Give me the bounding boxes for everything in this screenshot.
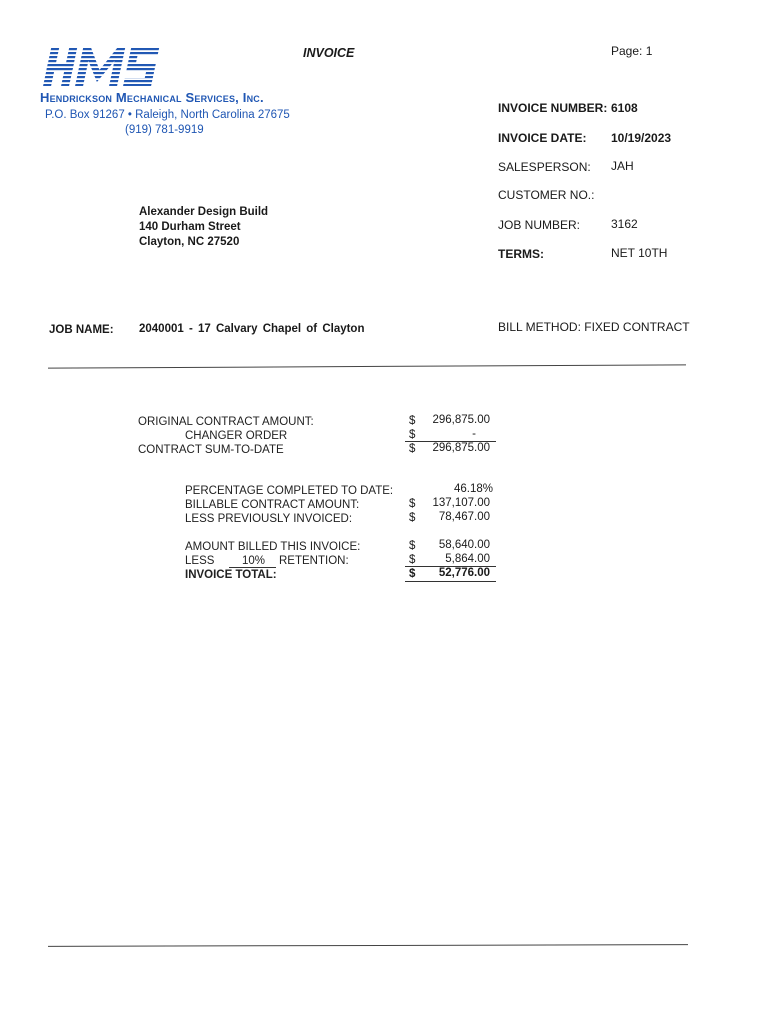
amount-billed-dollar: $	[409, 540, 416, 552]
bill-to-street: 140 Durham Street	[139, 221, 241, 233]
change-order-value: -	[472, 428, 476, 440]
change-order-label: CHANGER ORDER	[185, 430, 288, 442]
billable-contract-dollar: $	[409, 498, 416, 510]
amount-billed-label: AMOUNT BILLED THIS INVOICE:	[185, 541, 361, 553]
invoice-number-value: 6108	[611, 101, 638, 115]
retention-dollar: $	[409, 554, 416, 566]
percentage-completed-label: PERCENTAGE COMPLETED TO DATE:	[185, 485, 394, 497]
company-name: Hendrickson Mechanical Services, Inc.	[40, 90, 264, 105]
customer-no-label: CUSTOMER NO.:	[498, 188, 595, 202]
job-name-label: JOB NAME:	[49, 324, 114, 336]
invoice-total-dollar: $	[409, 568, 416, 580]
header-divider	[48, 364, 686, 368]
contract-sum-value: 296,875.00	[432, 442, 490, 454]
original-contract-value: 296,875.00	[432, 414, 490, 426]
terms-label: TERMS:	[498, 247, 544, 261]
footer-divider	[48, 944, 688, 947]
contract-sum-dollar: $	[409, 443, 416, 455]
amount-billed-value: 58,640.00	[438, 539, 490, 551]
retention-percent-underline	[229, 567, 276, 568]
original-contract-dollar: $	[409, 415, 416, 427]
job-number-label: JOB NUMBER:	[498, 218, 581, 232]
document-title: INVOICE	[303, 46, 355, 60]
company-phone: (919) 781-9919	[125, 124, 204, 136]
terms-value: NET 10TH	[611, 246, 668, 260]
invoice-number-label: INVOICE NUMBER:	[498, 101, 608, 115]
original-contract-label: ORIGINAL CONTRACT AMOUNT:	[138, 416, 314, 428]
invoice-date-label: INVOICE DATE:	[498, 131, 587, 145]
previously-invoiced-dollar: $	[409, 512, 416, 524]
invoice-total-value: 52,776.00	[438, 567, 490, 579]
percentage-completed-value: 46.18%	[453, 483, 493, 495]
bill-method: BILL METHOD: FIXED CONTRACT	[498, 320, 690, 334]
job-number-value: 3162	[611, 217, 638, 231]
billable-contract-value: 137,107.00	[432, 497, 490, 509]
bill-to-city: Clayton, NC 27520	[139, 236, 240, 248]
change-order-dollar: $	[409, 429, 416, 441]
bill-to-name: Alexander Design Build	[139, 206, 269, 218]
less-label: LESS	[185, 555, 215, 567]
job-name-value: 2040001 - 17 Calvary Chapel of Clayton	[139, 323, 365, 335]
retention-percent: 10%	[242, 555, 266, 567]
company-address: P.O. Box 91267 • Raleigh, North Carolina 27675	[45, 109, 290, 121]
retention-label: RETENTION:	[279, 555, 349, 567]
salesperson-value: JAH	[611, 159, 634, 173]
billable-contract-label: BILLABLE CONTRACT AMOUNT:	[185, 499, 360, 511]
invoice-date-value: 10/19/2023	[611, 131, 672, 145]
hms-logo	[40, 44, 160, 90]
retention-value: 5,864.00	[445, 553, 490, 565]
previously-invoiced-label: LESS PREVIOUSLY INVOICED:	[185, 513, 353, 525]
invoice-total-label: INVOICE TOTAL:	[185, 569, 277, 581]
contract-sum-label: CONTRACT SUM-TO-DATE	[138, 444, 284, 456]
previously-invoiced-value: 78,467.00	[438, 511, 490, 523]
invoice-total-underline	[405, 581, 496, 582]
page-number: Page: 1	[611, 44, 653, 58]
salesperson-label: SALESPERSON:	[498, 160, 591, 174]
